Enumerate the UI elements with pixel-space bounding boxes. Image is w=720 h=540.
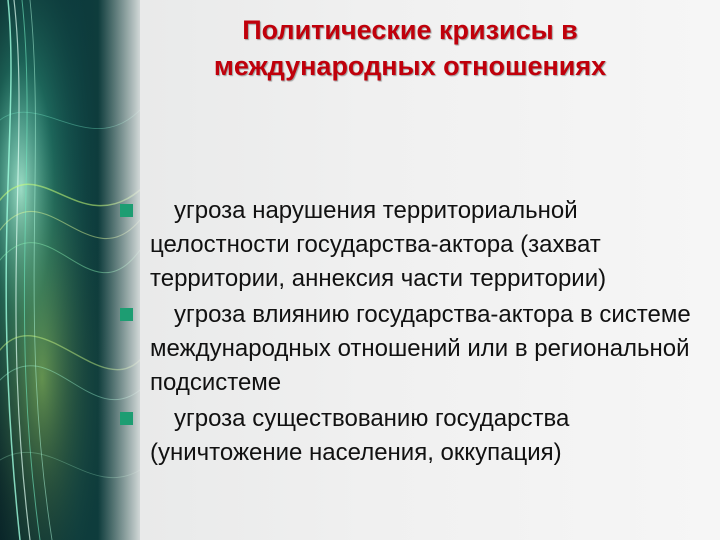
square-bullet-icon bbox=[120, 308, 133, 321]
slide-title-line-1: Политические кризисы в bbox=[242, 15, 578, 45]
bullet-item bbox=[118, 298, 708, 400]
bullet-item bbox=[118, 402, 708, 470]
bullet-text: угроза нарушения территориальной целостности государства-актора (захват территории, аннексия части территории) bbox=[150, 197, 607, 292]
bullet-text: угроза влиянию государства-актора в системе международных отношений или в региональной подсистеме bbox=[150, 301, 691, 396]
square-bullet-icon bbox=[120, 412, 133, 425]
bullet-item bbox=[118, 194, 708, 296]
bullet-text: угроза существованию государства (уничтожение населения, оккупация) bbox=[150, 405, 570, 466]
slide-title-line-2: международных отношениях bbox=[213, 51, 607, 81]
slide-title bbox=[140, 12, 680, 84]
square-bullet-icon bbox=[120, 204, 133, 217]
bullet-list bbox=[118, 194, 708, 470]
